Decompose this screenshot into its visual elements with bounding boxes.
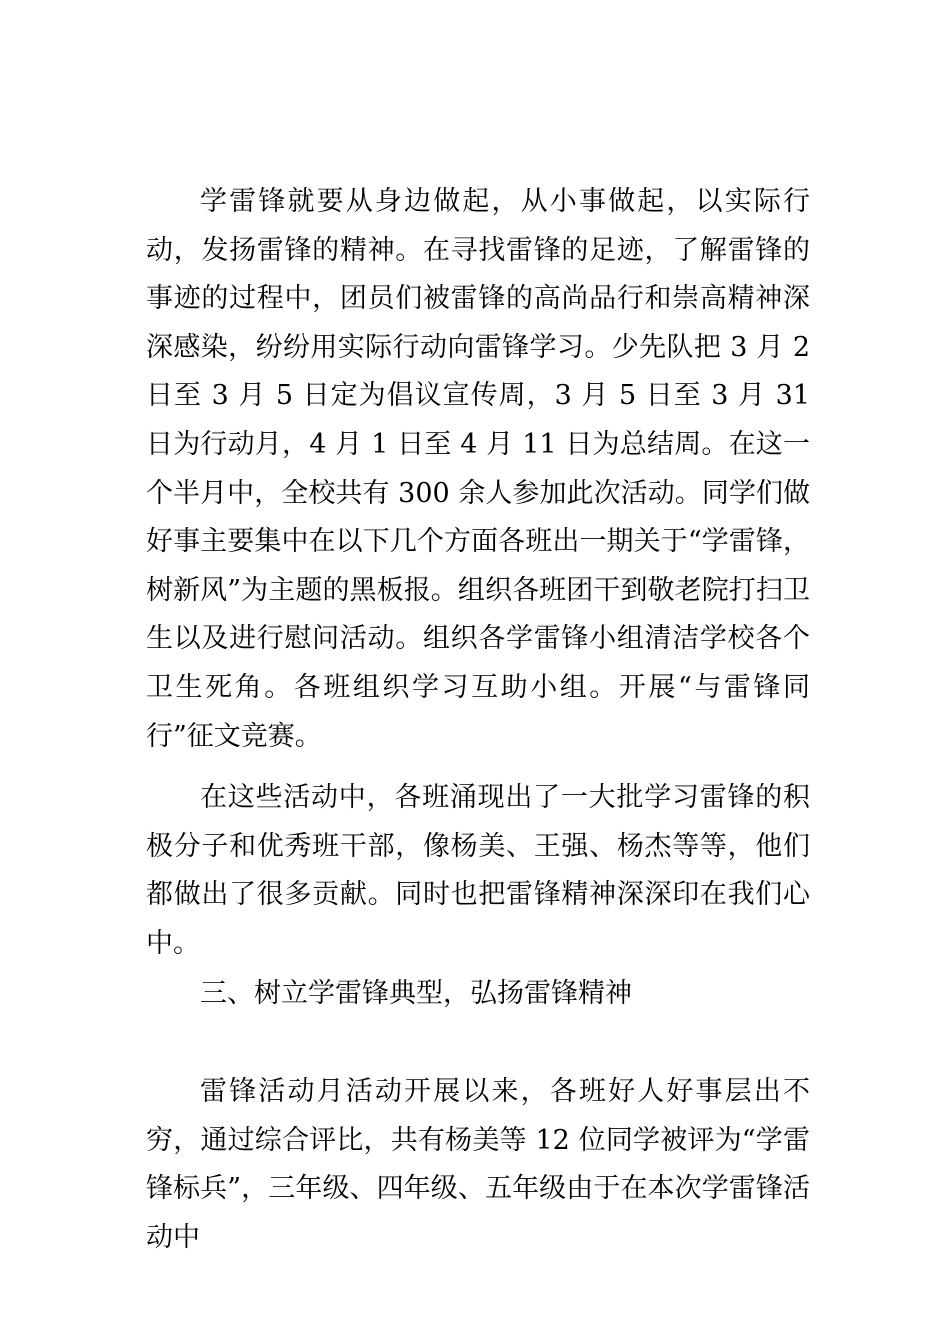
paragraph-activities: 学雷锋就要从身边做起，从小事做起，以实际行动，发扬雷锋的精神。在寻找雷锋的足迹，了解雷锋的事迹的过程中，团员们被雷锋的高尚品行和崇高精神深深感染，纷纷用实际行动向雷锋学习。少先队把 3 月 2 日至 3 月 5 日定为倡议宣传周，3 月 5 日至 3 月 31 日为行动月，4 月 1 日至 4 月 11 日为总结周。在这一个半月中，全校共有 300 余人参加此次活动。同学们做好事主要集中在以下几个方面各班出一期关于“学雷锋，树新风”为主题的黑板报。组织各班团干到敬老院打扫卫生以及进行慰问活动。组织各学雷锋小组清洁学校各个卫生死角。各班组织学习互助小组。开展“与雷锋同行”征文竞赛。 — [146, 186, 810, 752]
section-heading: 三、树立学雷锋典型，弘扬雷锋精神 — [200, 978, 632, 1009]
paragraph-models: 雷锋活动月活动开展以来，各班好人好事层出不穷，通过综合评比，共有杨美等 12 位同学被评为“学雷锋标兵”，三年级、四年级、五年级由于在本次学雷锋活动中 — [146, 1076, 810, 1253]
paragraph-activists: 在这些活动中，各班涌现出了一大批学习雷锋的积极分子和优秀班干部，像杨美、王强、杨杰等等，他们都做出了很多贡献。同时也把雷锋精神深深印在我们心中。 — [146, 782, 810, 959]
